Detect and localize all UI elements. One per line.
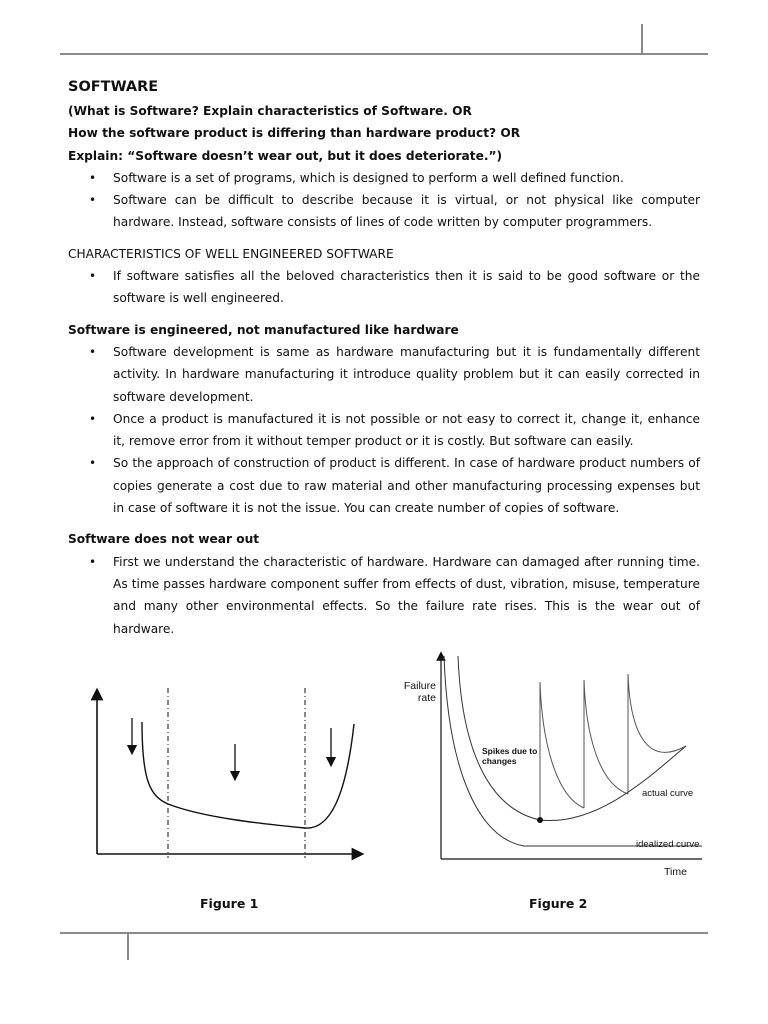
question-line-1: (What is Software? Explain characteristics of Software. OR: [68, 104, 472, 118]
idealized-curve-label: idealized curve: [636, 839, 700, 850]
section-heading-engineered: Software is engineered, not manufactured like hardware: [68, 322, 459, 337]
list-item: • Once a product is manufactured it is not possible or not easy to correct it, change it, enhance it, remove error from it without temper product or it is costly. But software can easily.: [68, 408, 700, 453]
spike-3: [628, 674, 686, 794]
spike-1: [540, 682, 584, 820]
spike-2: [584, 680, 628, 808]
list-item: • Software development is same as hardware manufacturing but it is fundamentally different activity. In hardware manufacturing it introduce quality problem but it can easily corrected in software development.: [68, 341, 700, 408]
figure-2-caption: Figure 2: [529, 896, 588, 911]
section-heading-wear: Software does not wear out: [68, 532, 260, 547]
question-line-2: How the software product is differing than hardware product? OR: [68, 126, 521, 141]
y-axis-label-line-2: rate: [417, 692, 436, 704]
actual-curve-label: actual curve: [642, 788, 694, 799]
figure-1-bathtub-curve: [84, 686, 370, 862]
footer-tick: [127, 933, 129, 960]
list-item: • Software can be difficult to describe because it is virtual, or not physical like computer hardware. Instead, software consists of lines of code written by computer programmers.: [68, 189, 700, 234]
question-line-3: Explain: “Software doesn’t wear out, but it does deteriorate.”): [68, 148, 503, 163]
figure-2-failure-rate-curve: [396, 650, 712, 882]
bathtub-curve: [142, 722, 354, 828]
list-item: • If software satisfies all the beloved characteristics then it is said to be good software or the software is well engineered.: [68, 265, 700, 310]
section-heading-characteristics: CHARACTERISTICS OF WELL ENGINEERED SOFTWARE: [68, 246, 394, 261]
minimum-point: [537, 817, 543, 823]
document-body: [68, 76, 700, 640]
spikes-label-line-2: changes: [482, 756, 517, 766]
figure-1-caption: Figure 1: [200, 896, 259, 911]
header-tick: [641, 24, 643, 54]
spikes-label-line-1: Spikes due to: [482, 746, 538, 756]
characteristics-list: [68, 265, 700, 310]
list-item: • First we understand the characteristic of hardware. Hardware can damaged after running time. As time passes hardware component suffer from effects of dust, vibration, misuse, temperature and many other environmental effects. So the failure rate rises. This is the wear out of hardware.: [68, 551, 700, 640]
engineered-list: [68, 341, 700, 519]
y-axis-label-line-1: Failure: [403, 680, 436, 692]
list-item: • Software is a set of programs, which is designed to perform a well defined function.: [68, 167, 700, 189]
page-title: SOFTWARE: [68, 79, 159, 95]
header-rule: [60, 53, 708, 55]
intro-list: [68, 167, 700, 234]
x-axis-label: Time: [664, 866, 687, 878]
wear-list: [68, 551, 700, 640]
footer-rule: [60, 932, 708, 934]
list-item: • So the approach of construction of product is different. In case of hardware product numbers of copies generate a cost due to raw material and other manufacturing processing expenses but in case of software it is not the issue. You can create number of copies of software.: [68, 452, 700, 519]
